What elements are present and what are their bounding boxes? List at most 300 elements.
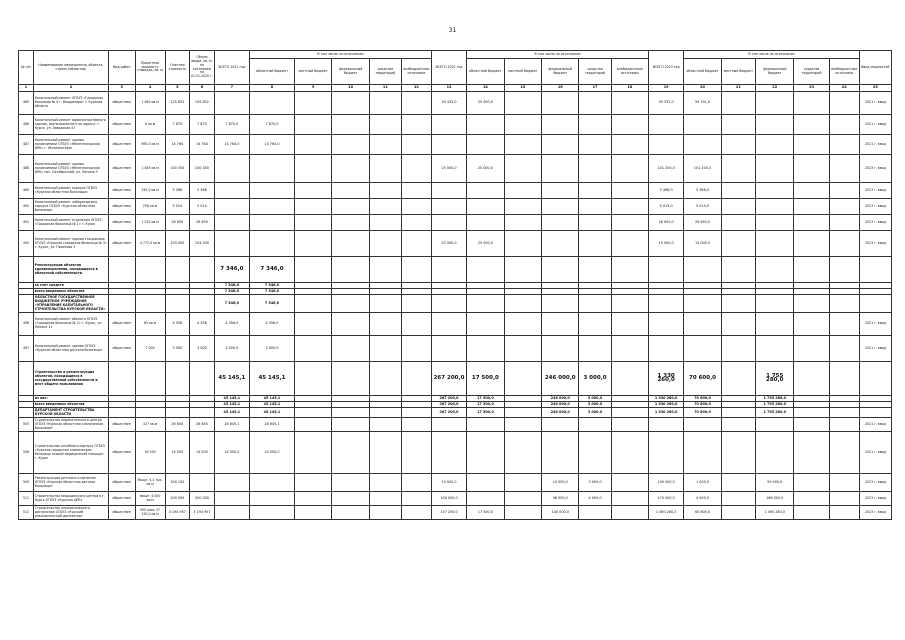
cell-total-2021: 45 145,1: [214, 408, 249, 418]
cell-2022-territory: [579, 183, 611, 199]
cell-total-2021: 7 346,0: [214, 283, 249, 289]
cell-total-2022: [431, 183, 466, 199]
cell-2022-territory: 4 000,0: [579, 492, 611, 506]
cell-funded: 3 194 957: [190, 506, 215, 520]
cell-cost: 103 000: [165, 231, 190, 257]
cell-cost: 7 870: [165, 115, 190, 135]
cell-total-2023: [649, 257, 684, 283]
cell-total-2022: [431, 336, 466, 362]
column-index-row: [19, 85, 892, 92]
cell-cost: 125 852: [165, 92, 190, 115]
cell-2021-regional: [250, 92, 295, 115]
column-index: 20: [684, 85, 721, 92]
cell-total-2021: [214, 155, 249, 183]
column-index: 4: [135, 85, 165, 92]
cell-total-2021: 45 145,1: [214, 396, 249, 402]
cell-capacity: [135, 295, 165, 313]
cell-year: 2023 г. ввод: [859, 506, 891, 520]
column-index: 5: [165, 85, 190, 92]
header-source: средства территорий: [579, 59, 611, 85]
cell-2022-territory: [579, 115, 611, 135]
header-source: областной бюджет: [250, 59, 295, 85]
table-cell: [504, 92, 541, 115]
table-cell: [721, 362, 755, 396]
header-source: внебюджетные источники: [611, 59, 648, 85]
table-cell: [829, 155, 859, 183]
table-cell: [332, 92, 369, 115]
table-cell: [369, 231, 401, 257]
cell-no: 506: [19, 432, 34, 474]
header-group-2021: В том числе по источникам: [250, 51, 432, 59]
cell-2022-federal: [542, 295, 579, 313]
cell-2023-federal: 1 755 280,0: [755, 402, 794, 408]
cell-2023-regional: 5 014,0: [684, 199, 721, 215]
table-cell: [721, 418, 755, 432]
cell-name: Капитальный ремонт здания поликлиники ОГБУЗ «Железногорская ЦРБ» г. Железногорск: [33, 135, 108, 155]
cell-2022-territory: 3 000,0: [579, 474, 611, 492]
table-cell: [829, 474, 859, 492]
table-cell: [721, 215, 755, 231]
header-source: средства территорий: [794, 59, 829, 85]
table-cell: [332, 231, 369, 257]
cell-total-2021: 7 346,0: [214, 257, 249, 283]
table-cell: [401, 231, 431, 257]
cell-2021-regional: 7 346,0: [250, 283, 295, 289]
cell-funded: 7 870: [190, 115, 215, 135]
table-cell: [332, 408, 369, 418]
table-row: [19, 313, 892, 336]
table-cell: [369, 135, 401, 155]
cell-2021-regional: 45 145,1: [250, 362, 295, 396]
cell-total-2022: [431, 115, 466, 135]
cell-2021-local: [294, 362, 331, 396]
table-cell: [721, 155, 755, 183]
column-index: 8: [250, 85, 295, 92]
cell-total-2023: 26 650,0: [649, 215, 684, 231]
header-source: федеральный бюджет: [542, 59, 579, 85]
cell-2023-regional: [684, 257, 721, 283]
table-cell: [332, 313, 369, 336]
table-cell: [504, 474, 541, 492]
table-cell: [829, 492, 859, 506]
cell-2022-territory: [579, 336, 611, 362]
table-cell: [794, 135, 829, 155]
cell-2021-local: [294, 199, 331, 215]
table-cell: [794, 313, 829, 336]
cell-total-2022: [431, 418, 466, 432]
cell-capacity: 16 500: [135, 432, 165, 474]
table-cell: [504, 257, 541, 283]
table-cell: [504, 492, 541, 506]
cell-type: обществен: [108, 155, 135, 183]
cell-2022-federal: 10 000,0: [542, 474, 579, 492]
cell-2021-regional: 7 346,0: [250, 289, 295, 295]
table-cell: [401, 155, 431, 183]
cell-2022-regional: [467, 135, 504, 155]
cell-2023-federal: [755, 215, 794, 231]
cell-2023-federal: 1 755 280,0: [755, 362, 794, 396]
cell-2021-regional: [250, 492, 295, 506]
cell-name: Капитальный ремонт здания поликлиники ОГБУЗ «Железногорская ЦРБ» пос. Октябрьский, ул. Ленина 3: [33, 155, 108, 183]
table-cell: [504, 313, 541, 336]
cell-2022-federal: 140 000,0: [542, 506, 579, 520]
cell-total-2021: 45 145,1: [214, 362, 249, 396]
table-cell: [794, 155, 829, 183]
cell-cost: 3 000: [165, 336, 190, 362]
table-cell: [332, 492, 369, 506]
cell-no: [19, 362, 34, 396]
table-cell: [332, 506, 369, 520]
table-cell: [794, 183, 829, 199]
cell-2022-federal: 96 000,0: [542, 492, 579, 506]
cell-funded: 5 014: [190, 199, 215, 215]
table-cell: [611, 432, 648, 474]
cell-name: ДЕПАРТАМЕНТ СТРОИТЕЛЬСТВА КУРСКОЙ ОБЛАСТИ: [33, 408, 108, 418]
table-row: [19, 135, 892, 155]
cell-capacity: [135, 408, 165, 418]
table-body: [19, 85, 892, 520]
cell-no: 512: [19, 506, 34, 520]
cell-total-2021: [214, 183, 249, 199]
cell-total-2022: [431, 199, 466, 215]
table-cell: [332, 183, 369, 199]
cell-capacity: 965,0 кв.м: [135, 135, 165, 155]
header-group-2022: В том числе по источникам: [467, 51, 649, 59]
cell-name: Капитальный ремонт здания ОГБУЗ «Курская областная детская больница»: [33, 336, 108, 362]
cell-name: Строительство перинатального центра ОГБУЗ «Курская областная клиническая больница»: [33, 418, 108, 432]
cell-funded: [190, 474, 215, 492]
cell-2022-territory: [579, 295, 611, 313]
table-cell: [794, 92, 829, 115]
cell-2022-regional: [467, 313, 504, 336]
cell-2023-federal: [755, 313, 794, 336]
cell-2022-federal: [542, 183, 579, 199]
cell-2023-federal: [755, 418, 794, 432]
table-cell: [829, 135, 859, 155]
cell-2021-regional: 14 764,0: [250, 135, 295, 155]
cell-2023-federal: [755, 336, 794, 362]
column-index: 10: [332, 85, 369, 92]
cell-2022-territory: 3 000,0: [579, 362, 611, 396]
table-cell: [401, 432, 431, 474]
cell-year: 2021 г. ввод: [859, 115, 891, 135]
cell-type: обществен: [108, 492, 135, 506]
table-row: [19, 362, 892, 396]
cell-2021-local: [294, 257, 331, 283]
table-row: [19, 506, 892, 520]
cell-2022-regional: 17 500,0: [467, 362, 504, 396]
cell-funded: 14 500: [190, 432, 215, 474]
table-cell: [401, 362, 431, 396]
cell-2021-regional: 45 145,1: [250, 402, 295, 408]
cell-name: Строительство лечебного корпуса ОГБУЗ «Курская городская клиническая больница скорой медицинской помощи» г. Курск: [33, 432, 108, 474]
table-cell: [611, 506, 648, 520]
table-cell: [611, 257, 648, 283]
cell-cost: 5 366: [165, 183, 190, 199]
cell-total-2023: [649, 135, 684, 155]
cell-total-2021: [214, 215, 249, 231]
cell-total-2022: 267 200,0: [431, 408, 466, 418]
cell-total-2022: 267 200,0: [431, 402, 466, 408]
cell-funded: 4 356: [190, 313, 215, 336]
cell-2022-territory: [579, 155, 611, 183]
table-cell: [332, 474, 369, 492]
table-cell: [721, 257, 755, 283]
cell-2021-regional: 26 645,1: [250, 418, 295, 432]
cell-2023-federal: [755, 92, 794, 115]
cell-funded: 100 350: [190, 155, 215, 183]
table-cell: [369, 408, 401, 418]
table-cell: [369, 115, 401, 135]
cell-2022-federal: [542, 231, 579, 257]
table-cell: [829, 257, 859, 283]
cell-2021-local: [294, 474, 331, 492]
cell-name: Капитальный ремонт административного здания, расположенного по адресу: г. Курск, ул. Заводская 47: [33, 115, 108, 135]
cell-2021-local: [294, 155, 331, 183]
cell-2022-federal: 246 000,0: [542, 408, 579, 418]
cell-2022-regional: [467, 432, 504, 474]
cell-name: всего введенных объектов: [33, 289, 108, 295]
cell-no: 485: [19, 92, 34, 115]
cell-2023-federal: 1 755 280,0: [755, 408, 794, 418]
cell-2022-territory: [579, 135, 611, 155]
table-cell: [794, 474, 829, 492]
cell-total-2023: [649, 418, 684, 432]
cell-name: за счет средств: [33, 283, 108, 289]
cell-total-2023: 15 000,0: [649, 231, 684, 257]
table-cell: [611, 295, 648, 313]
cell-funded: [190, 295, 215, 313]
table-cell: [504, 408, 541, 418]
table-cell: [611, 492, 648, 506]
table-cell: [611, 336, 648, 362]
table-cell: [332, 432, 369, 474]
cell-type: обществен: [108, 115, 135, 135]
cell-funded: 26 645: [190, 418, 215, 432]
cell-2021-regional: 7 870,0: [250, 115, 295, 135]
header-total-2022: ВСЕГО 2022 год: [431, 51, 466, 85]
table-row: [19, 492, 892, 506]
cell-capacity: 1 485 кв.м: [135, 155, 165, 183]
cell-total-2022: [431, 313, 466, 336]
header-source: местный бюджет: [294, 59, 331, 85]
column-index: 18: [611, 85, 648, 92]
table-row: [19, 115, 892, 135]
header-source: федеральный бюджет: [755, 59, 794, 85]
cell-cost: 26 645: [165, 418, 190, 432]
cell-total-2021: [214, 492, 249, 506]
cell-no: 497: [19, 336, 34, 362]
column-index: 6: [190, 85, 215, 92]
table-cell: [829, 183, 859, 199]
cell-funded: [190, 408, 215, 418]
cell-2023-federal: [755, 432, 794, 474]
cell-no: 505: [19, 418, 34, 432]
cell-type: [108, 257, 135, 283]
table-cell: [721, 432, 755, 474]
header-source: областной бюджет: [684, 59, 721, 85]
table-cell: [401, 313, 431, 336]
cell-total-2023: [649, 336, 684, 362]
header-source: федеральный бюджет: [332, 59, 369, 85]
cell-funded: 26 650: [190, 215, 215, 231]
table-cell: [504, 183, 541, 199]
table-cell: [721, 231, 755, 257]
cell-total-2022: [431, 135, 466, 155]
cell-no: 492: [19, 231, 34, 257]
cell-type: обществен: [108, 199, 135, 215]
header-source: средства территорий: [369, 59, 401, 85]
cell-total-2022: 100 000,0: [431, 492, 466, 506]
cell-year: [859, 408, 891, 418]
cell-name: Строительство медицинского центра в г. Курск ОГБУЗ «Курская ЦРБ»: [33, 492, 108, 506]
cell-total-2021: 7 870,0: [214, 115, 249, 135]
table-cell: [611, 155, 648, 183]
column-index: 12: [401, 85, 431, 92]
table-cell: [401, 215, 431, 231]
column-index: 1: [19, 85, 34, 92]
table-cell: [332, 199, 369, 215]
header-cost: Сметная стоимость: [165, 51, 190, 85]
cell-cost: 5 014: [165, 199, 190, 215]
column-index: 21: [721, 85, 755, 92]
table-cell: [721, 336, 755, 362]
cell-2022-federal: [542, 92, 579, 115]
cell-total-2022: 25 000,0: [431, 231, 466, 257]
cell-year: 2023 г. ввод: [859, 199, 891, 215]
table-cell: [369, 418, 401, 432]
cell-type: обществен: [108, 231, 135, 257]
table-cell: [401, 418, 431, 432]
cell-total-2023: [649, 313, 684, 336]
cell-cost: 26 650: [165, 215, 190, 231]
cell-2022-regional: 17 500,0: [467, 402, 504, 408]
table-cell: [794, 362, 829, 396]
cell-2022-federal: [542, 257, 579, 283]
header-funded: Объем ввода, кв. м. по состоянию на 01.01.2020 г.: [190, 51, 215, 85]
cell-2021-regional: [250, 183, 295, 199]
cell-2021-local: [294, 506, 331, 520]
cell-2023-federal: [755, 183, 794, 199]
budget-table-sheet: [18, 50, 892, 520]
cell-capacity: 7 000: [135, 336, 165, 362]
cell-funded: 105 852: [190, 92, 215, 115]
table-row: [19, 92, 892, 115]
cell-funded: 14 764: [190, 135, 215, 155]
table-cell: [829, 115, 859, 135]
budget-table: [18, 50, 892, 520]
table-row: [19, 295, 892, 313]
table-cell: [794, 257, 829, 283]
cell-2022-territory: 3 000,0: [579, 396, 611, 402]
cell-cost: 300 100: [165, 474, 190, 492]
table-row: [19, 155, 892, 183]
cell-2023-regional: [684, 313, 721, 336]
cell-year: 2023 г. ввод: [859, 474, 891, 492]
table-cell: [611, 135, 648, 155]
cell-type: обществен: [108, 215, 135, 231]
table-cell: [611, 408, 648, 418]
cell-2022-regional: [467, 199, 504, 215]
cell-2022-territory: [579, 231, 611, 257]
table-row: [19, 336, 892, 362]
column-index: 24: [829, 85, 859, 92]
table-cell: [369, 474, 401, 492]
cell-capacity: 327 кв.м: [135, 418, 165, 432]
cell-cost: 100 350: [165, 155, 190, 183]
cell-2021-local: [294, 295, 331, 313]
cell-year: 2021 г. ввод: [859, 336, 891, 362]
cell-name: Капитальный ремонт лабораторного корпуса ОГБУЗ «Курская областная больница»: [33, 199, 108, 215]
column-index: 23: [794, 85, 829, 92]
cell-no: 489: [19, 183, 34, 199]
cell-total-2023: 5 014,0: [649, 199, 684, 215]
cell-no: [19, 408, 34, 418]
cell-type: [108, 362, 135, 396]
cell-name: Капитальный ремонт объекта ОГБУЗ «Городская больница № 2» г. Курск, ул. Ленина 17: [33, 313, 108, 336]
table-cell: [332, 155, 369, 183]
table-cell: [611, 115, 648, 135]
cell-year: 2021 г. ввод: [859, 313, 891, 336]
cell-2023-regional: 1 000,0: [684, 474, 721, 492]
cell-2023-regional: 70 600,0: [684, 402, 721, 408]
cell-2023-federal: 1 490 280,0: [755, 506, 794, 520]
table-cell: [721, 115, 755, 135]
cell-name: Реконструкция объектов здравоохранения, находящихся в областной собственности: [33, 257, 108, 283]
cell-2021-regional: [250, 506, 295, 520]
table-cell: [829, 506, 859, 520]
cell-name: Строительство и реконструкция объектов, находящихся в государственной собственности и мест общего пользования: [33, 362, 108, 396]
cell-type: обществен: [108, 474, 135, 492]
cell-2021-regional: [250, 199, 295, 215]
table-cell: [332, 115, 369, 135]
table-cell: [401, 92, 431, 115]
header-capacity: Проектная мощность площадь, кв. м: [135, 51, 165, 85]
cell-total-2021: 3 000,0: [214, 336, 249, 362]
table-cell: [401, 336, 431, 362]
table-cell: [721, 492, 755, 506]
table-cell: [369, 313, 401, 336]
table-cell: [721, 474, 755, 492]
table-cell: [829, 231, 859, 257]
table-cell: [504, 336, 541, 362]
cell-cost: 3 194 957: [165, 506, 190, 520]
cell-2023-regional: [684, 336, 721, 362]
cell-2023-regional: 26 650,0: [684, 215, 721, 231]
cell-2022-federal: 246 000,0: [542, 396, 579, 402]
cell-2023-federal: [755, 199, 794, 215]
cell-cost: 4 356: [165, 313, 190, 336]
cell-name: из них:: [33, 396, 108, 402]
table-cell: [829, 418, 859, 432]
cell-no: [19, 257, 34, 283]
page-number: 31: [448, 27, 457, 34]
cell-cost: 14 764: [165, 135, 190, 155]
table-cell: [829, 408, 859, 418]
column-index: 3: [108, 85, 135, 92]
cell-2022-regional: 17 500,0: [467, 506, 504, 520]
column-index: 9: [294, 85, 331, 92]
cell-2023-regional: 65 600,0: [684, 506, 721, 520]
cell-2021-local: [294, 183, 331, 199]
cell-2021-local: [294, 92, 331, 115]
header-source: внебюджетные источники: [401, 59, 431, 85]
cell-2021-local: [294, 115, 331, 135]
cell-year: 2023 г. ввод: [859, 183, 891, 199]
header-no: № п/п: [19, 51, 34, 85]
cell-funded: [190, 257, 215, 283]
table-cell: [721, 92, 755, 115]
